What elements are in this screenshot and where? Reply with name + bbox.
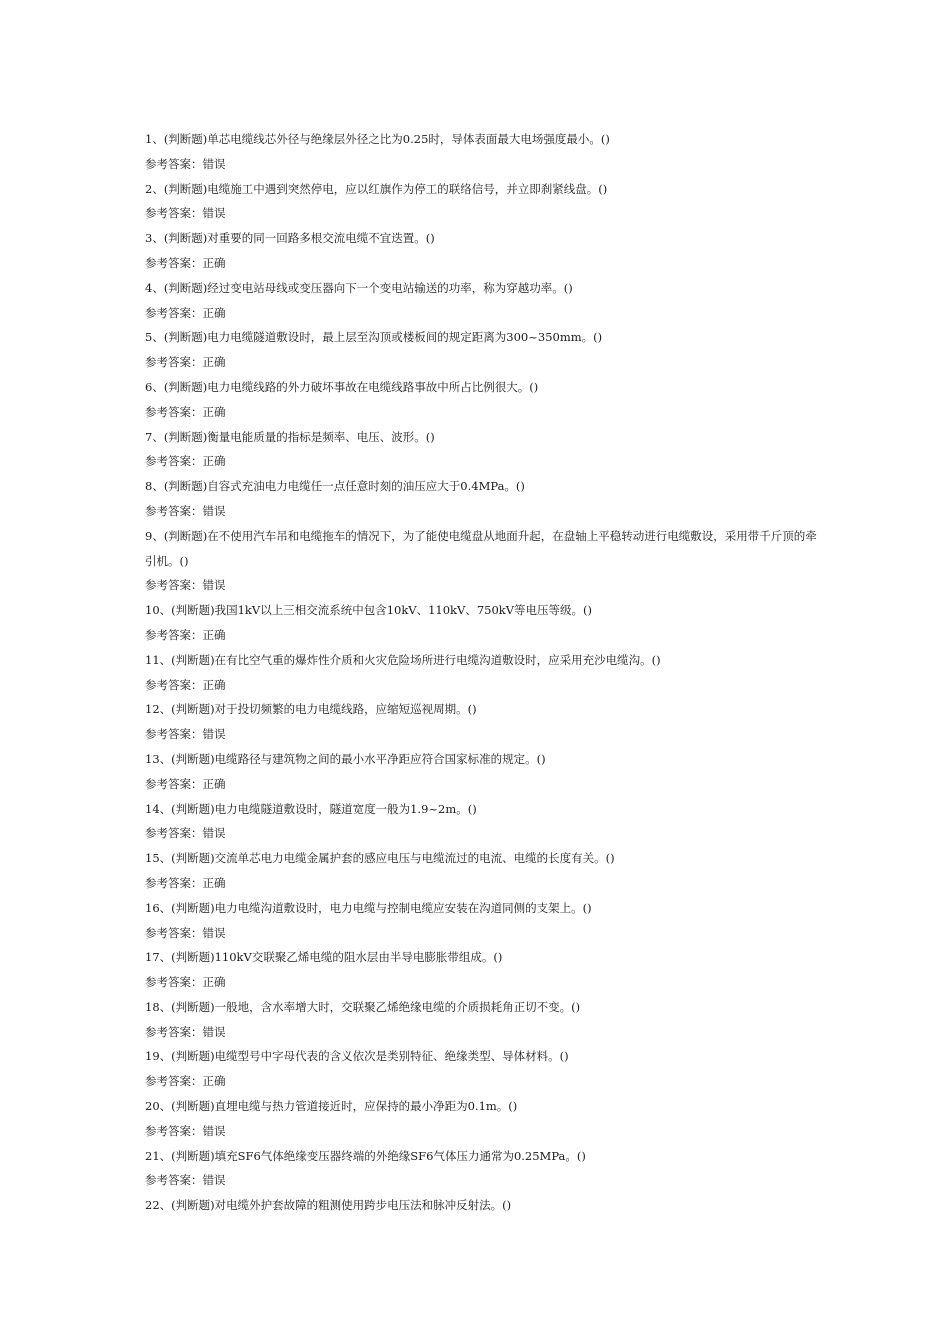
answer-prefix: 参考答案： [145, 404, 203, 419]
answer-line [145, 1119, 825, 1144]
answer-line [145, 449, 825, 474]
question-text: 8、(判断题)自容式充油电力电缆任一点任意时刻的油压应大于0.4MPa。() [145, 479, 525, 494]
answer-value: 错误 [202, 503, 226, 518]
question-text: 4、(判断题)经过变电站母线或变压器向下一个变电站输送的功率，称为穿越功率。() [145, 280, 573, 295]
question-text: 12、(判断题)对于投切频繁的电力电缆线路，应缩短巡视周期。() [145, 702, 477, 717]
question-text: 1、(判断题)单芯电缆线芯外径与绝缘层外径之比为0.25时，导体表面最大电场强度最小。() [145, 132, 610, 146]
answer-value: 正确 [202, 305, 226, 320]
answer-value: 错误 [202, 156, 226, 171]
document-page [145, 127, 825, 1218]
answer-prefix: 参考答案： [145, 454, 203, 469]
answer-prefix: 参考答案： [145, 1173, 203, 1188]
question-text: 15、(判断题)交流单芯电力电缆金属护套的感应电压与电缆流过的电流、电缆的长度有关。() [145, 851, 615, 866]
answer-prefix: 参考答案： [145, 925, 203, 940]
answer-line [145, 1020, 825, 1045]
question-text: 21、(判断题)填充SF6气体绝缘变压器终端的外绝缘SF6气体压力通常为0.25MPa。() [145, 1148, 586, 1163]
question-text: 11、(判断题)在有比空气重的爆炸性介质和火灾危险场所进行电缆沟道敷设时，应采用充沙电缆沟。() [145, 652, 661, 667]
answer-value: 正确 [202, 677, 226, 692]
answer-prefix: 参考答案： [145, 677, 203, 692]
answer-value: 错误 [202, 925, 226, 940]
answer-value: 正确 [202, 404, 226, 419]
answer-prefix: 参考答案： [145, 206, 203, 221]
question-text: 2、(判断题)电缆施工中遇到突然停电，应以红旗作为停工的联络信号，并立即刹紧线盘。() [145, 181, 608, 196]
question-text: 17、(判断题)110kV交联聚乙烯电缆的阻水层由半导电膨胀带组成。() [145, 950, 503, 965]
answer-value: 错误 [202, 727, 226, 742]
answer-value: 正确 [202, 975, 226, 990]
answer-line [145, 251, 825, 276]
answer-prefix: 参考答案： [145, 826, 203, 841]
answer-prefix: 参考答案： [145, 255, 203, 270]
question-text: 7、(判断题)衡量电能质量的指标是频率、电压、波形。() [145, 429, 435, 444]
answer-value: 正确 [202, 255, 226, 270]
answer-line [145, 871, 825, 896]
answer-prefix: 参考答案： [145, 1024, 203, 1039]
answer-line [145, 400, 825, 425]
answer-line [145, 673, 825, 698]
answer-prefix: 参考答案： [145, 355, 203, 370]
answer-prefix: 参考答案： [145, 727, 203, 742]
question-text: 5、(判断题)电力电缆隧道敷设时，最上层至沟顶或楼板间的规定距离为300~350mm。() [145, 330, 603, 345]
answer-line [145, 921, 825, 946]
answer-line [145, 350, 825, 375]
answer-value: 正确 [202, 627, 226, 642]
answer-line [145, 772, 825, 797]
question-text: 18、(判断题)一般地，含水率增大时，交联聚乙烯绝缘电缆的介质损耗角正切不变。() [145, 999, 581, 1014]
answer-line [145, 970, 825, 995]
question-text: 22、(判断题)对电缆外护套故障的粗测使用跨步电压法和脉冲反射法。() [145, 1198, 512, 1213]
question-text: 3、(判断题)对重要的同一回路多根交流电缆不宜迭置。() [145, 231, 435, 246]
answer-value: 错误 [202, 1173, 226, 1188]
answer-value: 错误 [202, 1024, 226, 1039]
question-text: 20、(判断题)直埋电缆与热力管道接近时，应保持的最小净距为0.1m。() [145, 1099, 518, 1114]
question-text: 13、(判断题)电缆路径与建筑物之间的最小水平净距应符合国家标准的规定。() [145, 751, 546, 766]
answer-line [145, 573, 825, 598]
answer-prefix: 参考答案： [145, 1074, 203, 1089]
answer-line [145, 722, 825, 747]
answer-line [145, 1069, 825, 1094]
question-text: 16、(判断题)电力电缆沟道敷设时，电力电缆与控制电缆应安装在沟道同侧的支架上。() [145, 900, 592, 915]
answer-value: 正确 [202, 454, 226, 469]
answer-value: 错误 [202, 578, 226, 593]
answer-line [145, 623, 825, 648]
answer-prefix: 参考答案： [145, 305, 203, 320]
answer-line [145, 499, 825, 524]
answer-prefix: 参考答案： [145, 156, 203, 171]
answer-line [145, 1168, 825, 1193]
answer-line [145, 821, 825, 846]
answer-value: 正确 [202, 1074, 226, 1089]
question-text: 19、(判断题)电缆型号中字母代表的含义依次是类别特征、绝缘类型、导体材料。() [145, 1049, 569, 1064]
answer-value: 错误 [202, 1123, 226, 1138]
question-text: 10、(判断题)我国1kV以上三相交流系统中包含10kV、110kV、750kV等电压等级。() [145, 603, 593, 618]
question-text: 9、(判断题)在不使用汽车吊和电缆拖车的情况下，为了能使电缆盘从地面升起，在盘轴上平稳转动进行电缆敷设，采用带千斤顶的牵引机。() [145, 528, 817, 568]
question-text: 14、(判断题)电力电缆隧道敷设时，隧道宽度一般为1.9~2m。() [145, 801, 477, 816]
answer-line [145, 301, 825, 326]
answer-prefix: 参考答案： [145, 578, 203, 593]
answer-value: 错误 [202, 826, 226, 841]
answer-value: 正确 [202, 776, 226, 791]
answer-value: 正确 [202, 355, 226, 370]
answer-line [145, 201, 825, 226]
answer-prefix: 参考答案： [145, 875, 203, 890]
question-text: 6、(判断题)电力电缆线路的外力破坏事故在电缆线路事故中所占比例很大。() [145, 379, 539, 394]
answer-prefix: 参考答案： [145, 975, 203, 990]
answer-value: 错误 [202, 206, 226, 221]
answer-line [145, 152, 825, 177]
answer-value: 正确 [202, 875, 226, 890]
answer-prefix: 参考答案： [145, 627, 203, 642]
answer-prefix: 参考答案： [145, 776, 203, 791]
answer-prefix: 参考答案： [145, 503, 203, 518]
answer-prefix: 参考答案： [145, 1123, 203, 1138]
